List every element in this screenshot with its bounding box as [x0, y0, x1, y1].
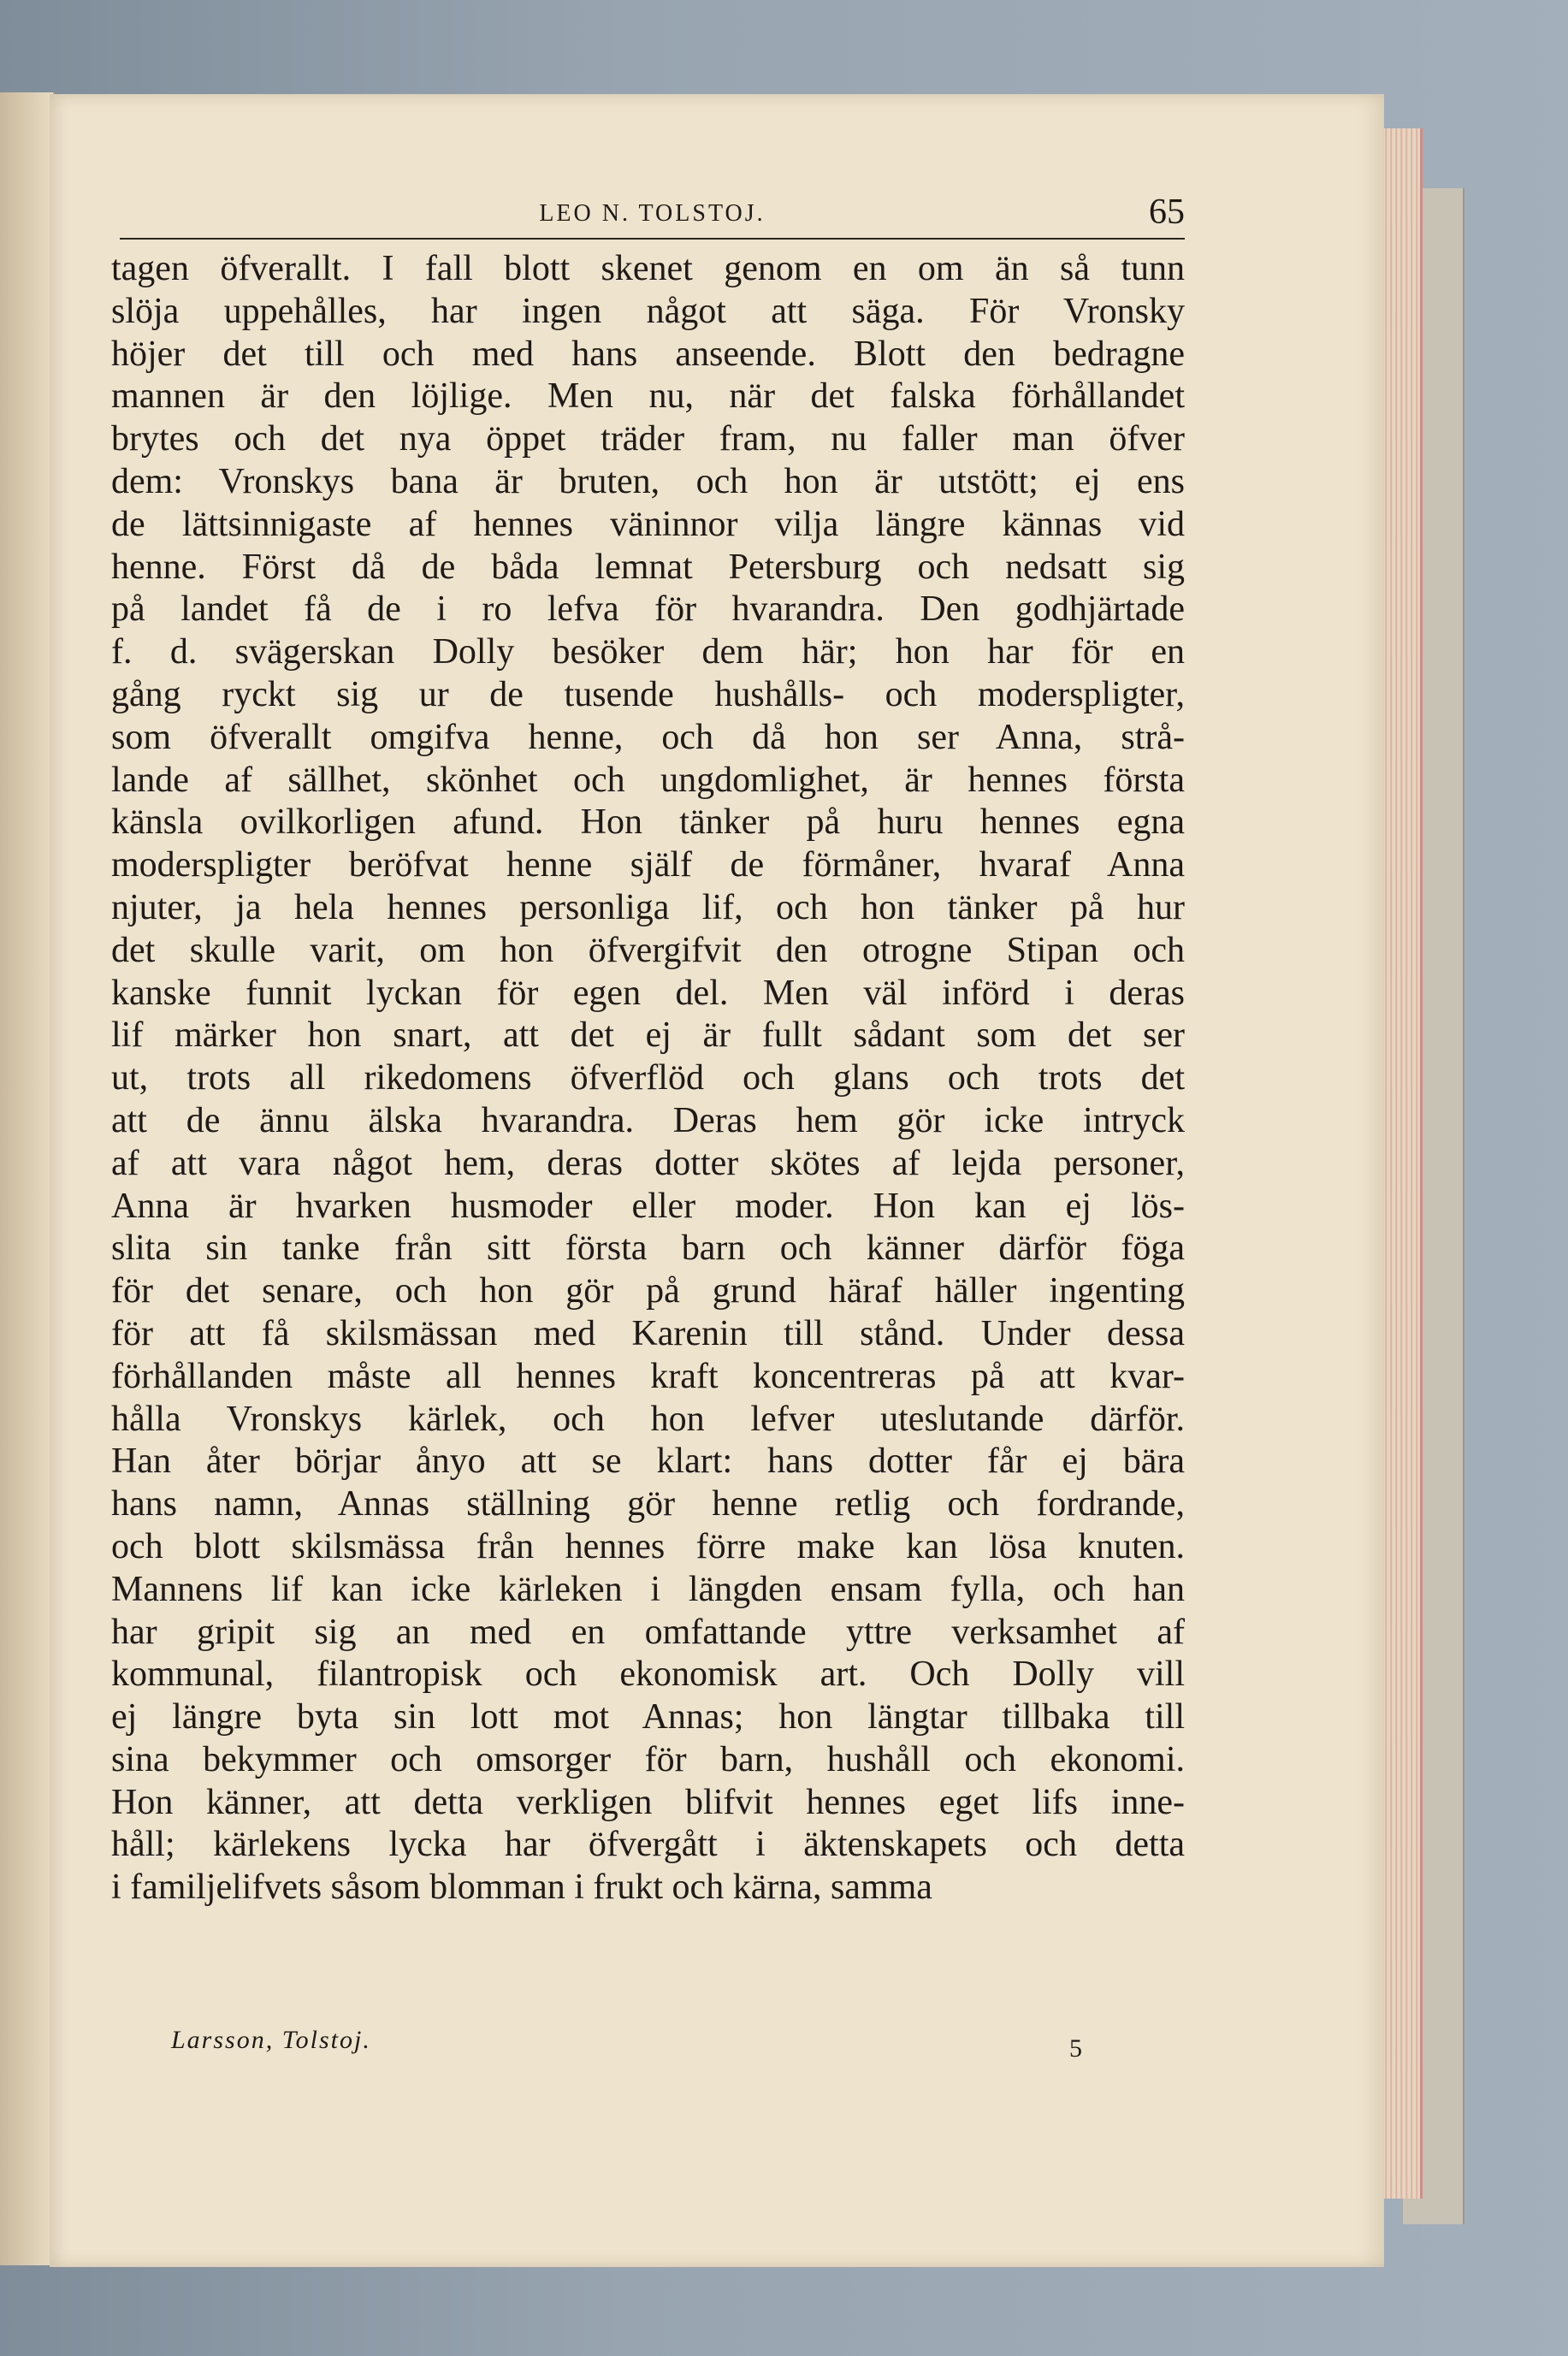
text-line: mannen är den löjlige. Men nu, när det falska förhållandet: [111, 376, 1185, 417]
text-line: som öfverallt omgifva henne, och då hon ser Anna, strå-: [111, 717, 1185, 757]
text-line: moderspligter beröfvat henne själf de förmåner, hvaraf Anna: [111, 845, 1185, 885]
text-line: slöja uppehålles, har ingen något att säga. För Vronsky: [111, 291, 1185, 331]
text-line: af att vara något hem, deras dotter skötes af lejda personer,: [111, 1143, 1185, 1183]
text-line: henne. Först då de båda lemnat Petersburg och nedsatt sig: [111, 547, 1185, 587]
text-line: lif märker hon snart, att det ej är fullt sådant som det ser: [111, 1015, 1185, 1056]
text-line: att de ännu älska hvarandra. Deras hem gör icke intryck: [111, 1100, 1185, 1140]
text-line: slita sin tanke från sitt första barn och känner därför föga: [111, 1228, 1185, 1269]
text-line: Anna är hvarken husmoder eller moder. Hon kan ej lös-: [111, 1186, 1185, 1226]
page-number: 65: [1149, 192, 1185, 232]
text-line: kommunal, filantropisk och ekonomisk art. Och Dolly vill: [111, 1655, 1185, 1695]
text-line: kanske funnit lyckan för egen del. Men väl införd i deras: [111, 973, 1185, 1013]
text-line: Hon känner, att detta verkligen blifvit hennes eget lifs inne-: [111, 1782, 1185, 1822]
text-line: f. d. svägerskan Dolly besöker dem här; hon har för en: [111, 632, 1185, 672]
facing-page-edge: [0, 92, 55, 2265]
sheet-number: 5: [1069, 2034, 1082, 2063]
text-line: hans namn, Annas ställning gör henne retlig och fordrande,: [111, 1484, 1185, 1524]
text-line: för att få skilsmässan med Karenin till stånd. Under dessa: [111, 1313, 1185, 1353]
text-line: förhållanden måste all hennes kraft koncentreras på att kvar-: [111, 1356, 1185, 1396]
text-line: njuter, ja hela hennes personliga lif, och hon tänker på hur: [111, 887, 1185, 927]
text-line: håll; kärlekens lycka har öfvergått i äktenskapets och detta: [111, 1825, 1185, 1865]
text-line: det skulle varit, om hon öfvergifvit den otrogne Stipan och: [111, 930, 1185, 970]
text-line: Mannens lif kan icke kärleken i längden ensam fylla, och han: [111, 1569, 1185, 1609]
text-line: ut, trots all rikedomens öfverflöd och glans och trots det: [111, 1058, 1185, 1098]
text-line: Han åter börjar ånyo att se klart: hans dotter får ej bära: [111, 1441, 1185, 1482]
text-line: för det senare, och hon gör på grund häraf häller ingenting: [111, 1271, 1185, 1311]
text-line: hålla Vronskys kärlek, och hon lefver uteslutande därför.: [111, 1399, 1185, 1439]
text-line: känsla ovilkorligen afund. Hon tänker på huru hennes egna: [111, 802, 1185, 843]
text-line: lande af sällhet, skönhet och ungdomlighet, är hennes första: [111, 760, 1185, 800]
text-line: dem: Vronskys bana är bruten, och hon är utstött; ej ens: [111, 461, 1185, 501]
running-head: LEO N. TOLSTOJ.: [539, 200, 766, 227]
text-line: och blott skilsmässa från hennes förre make kan lösa knuten.: [111, 1526, 1185, 1566]
page-header: [120, 190, 1185, 240]
text-line: brytes och det nya öppet träder fram, nu faller man öfver: [111, 419, 1185, 459]
body-text: [111, 248, 1185, 1909]
text-line: de lättsinnigaste af hennes väninnor vilja längre kännas vid: [111, 504, 1185, 544]
text-line: har gripit sig an med en omfattande yttre verksamhet af: [111, 1612, 1185, 1652]
text-line: sina bekymmer och omsorger för barn, hushåll och ekonomi.: [111, 1739, 1185, 1779]
text-line: på landet få de i ro lefva för hvarandra. Den godhjärtade: [111, 589, 1185, 630]
page-footer: [171, 2026, 1112, 2077]
text-line: i familjelifvets såsom blomman i frukt och kärna, samma: [111, 1868, 932, 1908]
text-line: gång ryckt sig ur de tusende hushålls- och moderspligter,: [111, 674, 1185, 714]
signature-mark: Larsson, Tolstoj.: [171, 2026, 371, 2054]
text-line: höjer det till och med hans anseende. Blott den bedragne: [111, 334, 1185, 374]
text-line: tagen öfverallt. I fall blott skenet genom en om än så tunn: [111, 249, 1185, 288]
text-line: ej längre byta sin lott mot Annas; hon längtar tillbaka till: [111, 1697, 1185, 1737]
